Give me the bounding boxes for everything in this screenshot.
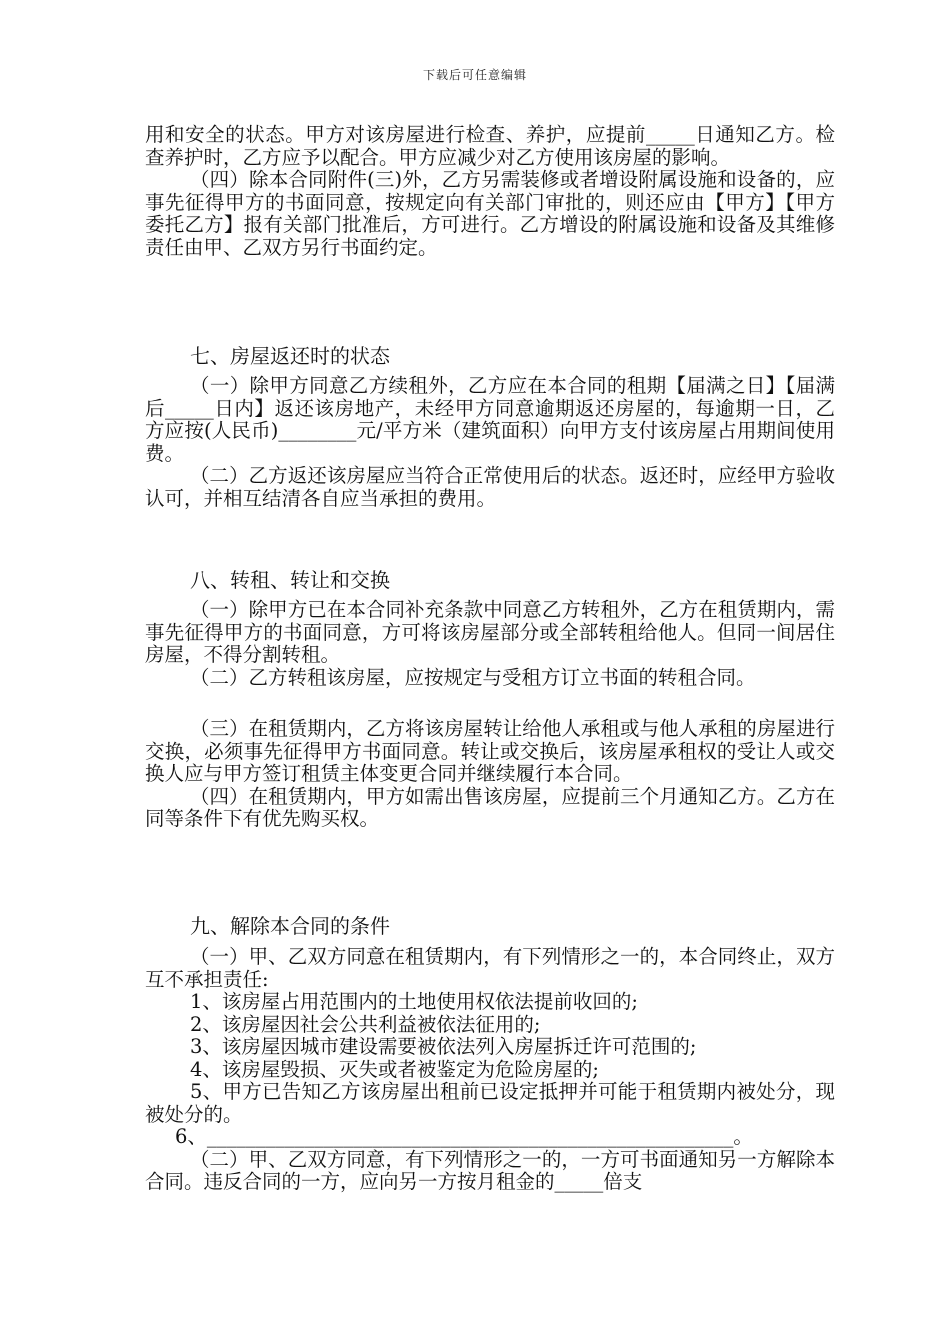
list-item: 5、甲方已告知乙方该房屋出租前已设定抵押并可能于租赁期内被处分，现被处分的。 bbox=[145, 1080, 835, 1126]
section-heading-7: 七、房屋返还时的状态 bbox=[190, 344, 390, 368]
paragraph: （一）除甲方已在本合同补充条款中同意乙方转租外，乙方在租赁期内，需事先征得甲方的书面同意，方可将该房屋部分或全部转租给他人。但同一间居住房屋，不得分割转租。 bbox=[145, 598, 835, 666]
list-item: 4、该房屋毁损、灭失或者被鉴定为危险房屋的; bbox=[190, 1057, 599, 1081]
page-header: 下载后可任意编辑 bbox=[422, 68, 527, 82]
section-6-continued bbox=[145, 124, 835, 259]
section-7-body bbox=[145, 375, 835, 510]
paragraph: （二）乙方返还该房屋应当符合正常使用后的状态。返还时，应经甲方验收认可，并相互结清各自应当承担的费用。 bbox=[145, 464, 835, 510]
paragraph: （四）除本合同附件(三)外，乙方另需装修或者增设附属设施和设备的，应事先征得甲方的书面同意，按规定向有关部门审批的，则还应由【甲方】【甲方委托乙方】报有关部门批准后，方可进行。乙方增设的附属设施和设备及其维修责任由甲、乙双方另行书面约定。 bbox=[145, 168, 835, 259]
paragraph: 用和安全的状态。甲方对该房屋进行检查、养护，应提前_____日通知乙方。检查养护时，乙方应予以配合。甲方应减少对乙方使用该房屋的影响。 bbox=[145, 123, 835, 169]
section-9-body bbox=[145, 946, 835, 1194]
section-8-body-cont bbox=[145, 718, 835, 831]
paragraph: （四）在租赁期内，甲方如需出售该房屋，应提前三个月通知乙方。乙方在同等条件下有优先购买权。 bbox=[145, 784, 835, 830]
section-heading-9: 九、解除本合同的条件 bbox=[190, 914, 390, 938]
list-item-blank: 6、______________________________________________________。 bbox=[175, 1125, 753, 1148]
paragraph: （二）乙方转租该房屋，应按规定与受租方订立书面的转租合同。 bbox=[190, 665, 756, 689]
list-item: 1、该房屋占用范围内的土地使用权依法提前收回的; bbox=[190, 990, 638, 1013]
paragraph: （三）在租赁期内，乙方将该房屋转让给他人承租或与他人承租的房屋进行交换，必须事先征得甲方书面同意。转让或交换后，该房屋承租权的受让人或交换人应与甲方签订租赁主体变更合同并继续履行本合同。 bbox=[145, 717, 835, 785]
paragraph: （一）除甲方同意乙方续租外，乙方应在本合同的租期【届满之日】【届满后_____日内】返还该房地产，未经甲方同意逾期返还房屋的，每逾期一日，乙方应按(人民币)________元/平方米（建筑面积）向甲方支付该房屋占用期间使用费。 bbox=[145, 374, 835, 465]
paragraph: （二）甲、乙双方同意，有下列情形之一的，一方可书面通知另一方解除本合同。违反合同的一方，应向另一方按月租金的_____倍支 bbox=[145, 1147, 835, 1193]
section-heading-8: 八、转租、转让和交换 bbox=[190, 568, 390, 592]
section-8-body bbox=[145, 599, 835, 689]
list-item: 3、该房屋因城市建设需要被依法列入房屋拆迁许可范围的; bbox=[190, 1035, 697, 1058]
list-item: 2、该房屋因社会公共利益被依法征用的; bbox=[190, 1012, 541, 1036]
paragraph: （一）甲、乙双方同意在租赁期内，有下列情形之一的，本合同终止，双方互不承担责任: bbox=[145, 945, 835, 991]
